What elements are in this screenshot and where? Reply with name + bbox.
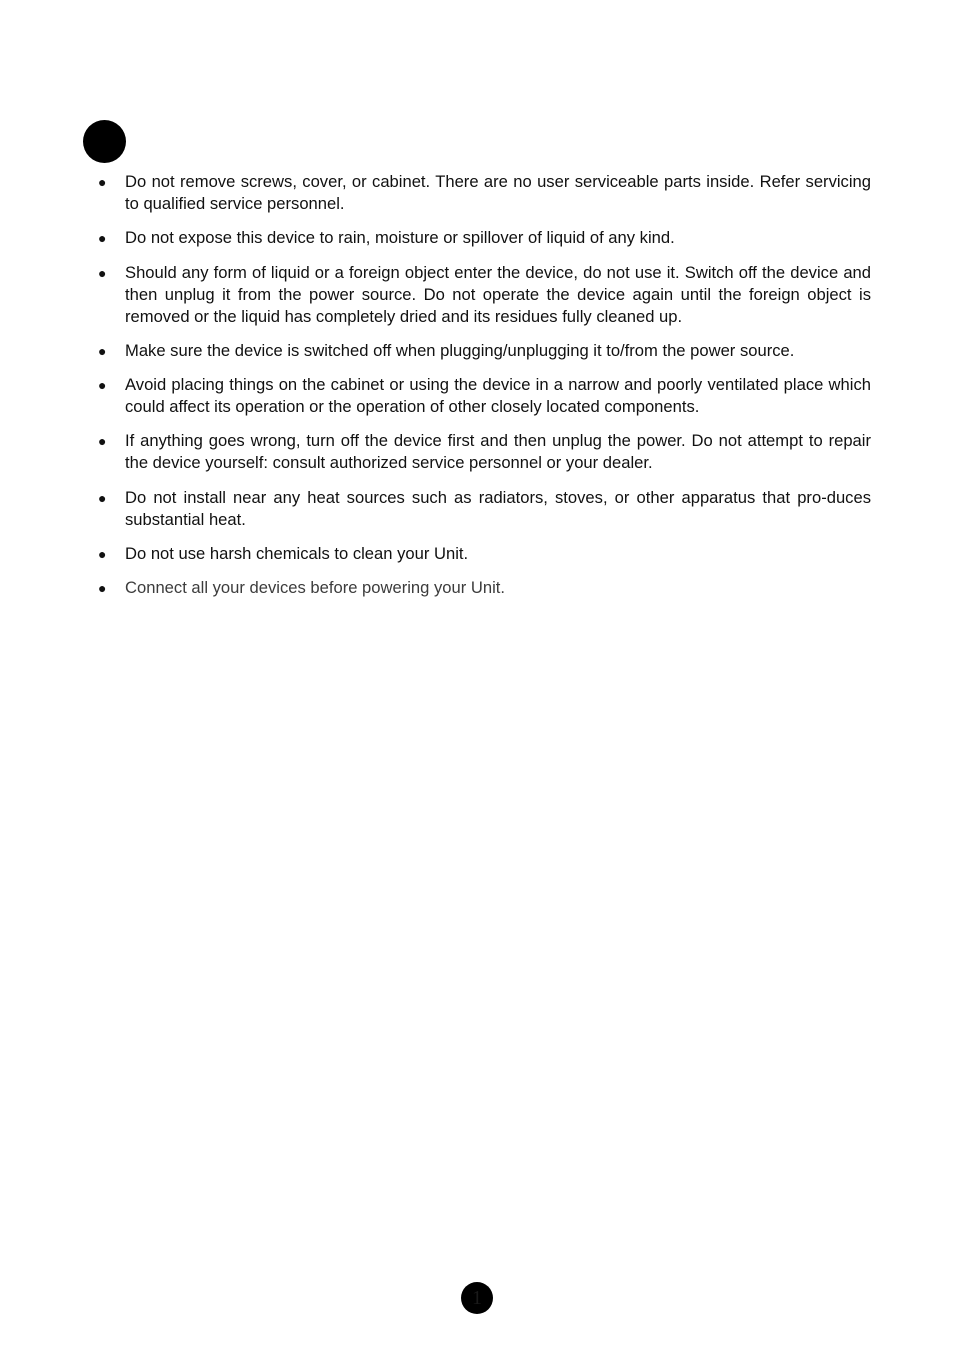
bullet-icon: ● [98, 174, 107, 190]
list-item [98, 340, 871, 362]
bullet-icon: ● [98, 377, 107, 394]
bullet-icon: ● [98, 580, 107, 597]
list-item [98, 227, 871, 249]
list-item [98, 430, 871, 474]
bullet-icon: ● [98, 230, 107, 247]
safety-instructions-list [98, 171, 871, 612]
bullet-icon: ● [98, 433, 107, 450]
list-item-text: Do not use harsh chemicals to clean your Unit. [125, 544, 469, 564]
list-item-text: Do not expose this device to rain, moisture or spillover of liquid of any kind. [125, 228, 675, 248]
bullet-icon: ● [98, 342, 107, 359]
list-item-text: Avoid placing things on the cabinet or using the device in a narrow and poorly ventilated place which could affect its operation or the operation of other closely located components. [125, 375, 871, 417]
list-item-text: Should any form of liquid or a foreign object enter the device, do not use it. Switch off the device and then unplug it from the power source. Do not operate the device again until the foreign object is removed or the liquid has completely dried and its residues fully cleaned up. [125, 262, 871, 326]
bullet-icon: ● [98, 489, 107, 506]
list-item-text: Connect all your devices before powering your Unit. [125, 578, 506, 598]
list-item [98, 487, 871, 531]
list-item [98, 171, 871, 215]
list-item-text: Do not remove screws, cover, or cabinet. There are no user serviceable parts inside. Refer servicing to qualified service personnel. [125, 172, 871, 213]
list-item [98, 577, 871, 599]
list-item [98, 543, 871, 565]
list-item-text: Do not install near any heat sources such as radiators, stoves, or other apparatus that pro-duces substantial heat. [125, 487, 871, 529]
list-item [98, 262, 871, 328]
section-marker-dot [83, 120, 126, 163]
bullet-icon: ● [98, 264, 107, 281]
list-item-text: Make sure the device is switched off when plugging/unplugging it to/from the power source. [125, 340, 795, 360]
list-item-text: If anything goes wrong, turn off the device first and then unplug the power. Do not attempt to repair the device yourself: consult authorized service personnel or your dealer. [125, 431, 871, 473]
page-number: 1 [461, 1282, 493, 1314]
list-item [98, 374, 871, 418]
bullet-icon: ● [98, 546, 107, 563]
